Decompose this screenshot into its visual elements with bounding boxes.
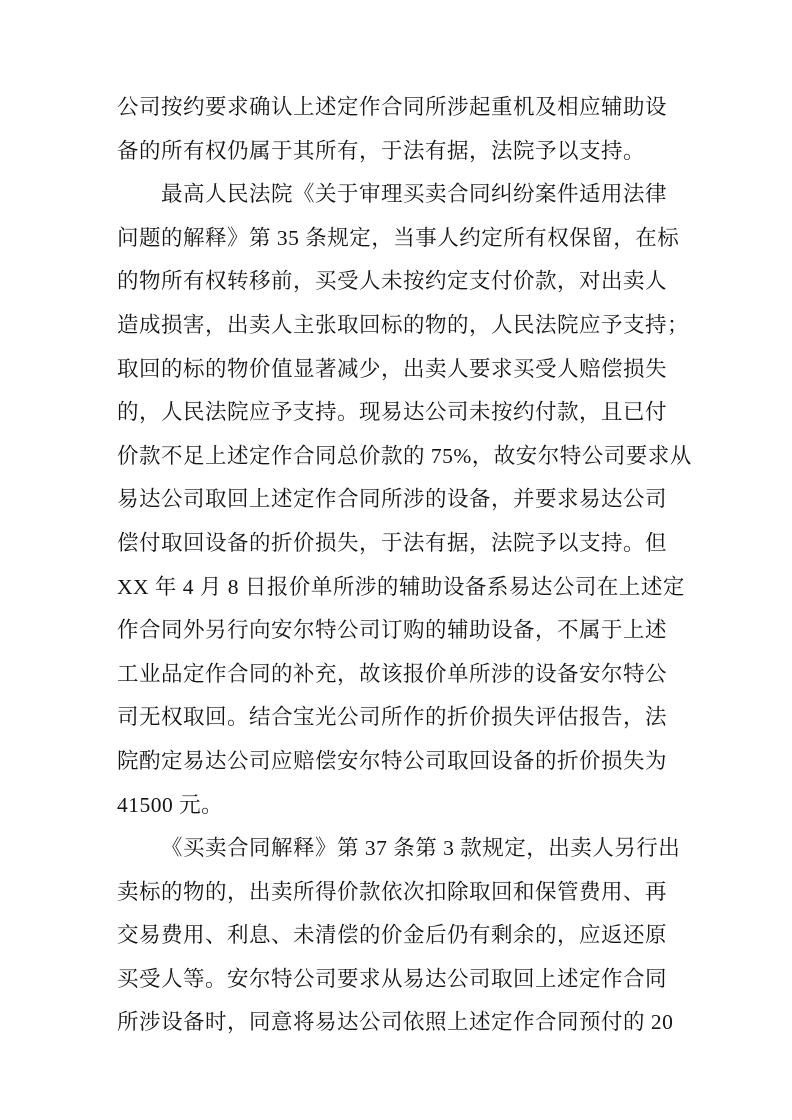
text-line: XX 年 4 月 8 日报价单所涉的辅助设备系易达公司在上述定: [117, 574, 685, 599]
text-line: 41500 元。: [117, 792, 224, 817]
text-line: 司无权取回。结合宝光公司所作的折价损失评估报告，法: [117, 705, 668, 730]
text-line: 院酌定易达公司应赔偿安尔特公司取回设备的折价损失为: [117, 748, 668, 773]
paragraph: [117, 827, 681, 1045]
text-line: 造成损害，出卖人主张取回标的物的，人民法院应予支持；: [117, 312, 690, 337]
text-line: 易达公司取回上述定作合同所涉的设备，并要求易达公司: [117, 487, 668, 512]
text-line: 的，人民法院应予支持。现易达公司未按约付款，且已付: [117, 400, 668, 425]
text-line: 工业品定作合同的补充，故该报价单所涉的设备安尔特公: [117, 661, 668, 686]
text-line: 《买卖合同解释》第 37 条第 3 款规定，出卖人另行出: [161, 836, 681, 861]
text-line: 卖标的物的，出卖所得价款依次扣除取回和保管费用、再: [117, 879, 668, 904]
text-line: 所涉设备时，同意将易达公司依照上述定作合同预付的 20: [117, 1010, 674, 1035]
paragraph: [117, 86, 677, 173]
text-line: 备的所有权仍属于其所有，于法有据，法院予以支持。: [117, 138, 646, 163]
text-line: 取回的标的物价值显著减少，出卖人要求买受人赔偿损失: [117, 356, 668, 381]
text-line: 作合同外另行向安尔特公司订购的辅助设备，不属于上述: [117, 618, 668, 643]
text-line: 偿付取回设备的折价损失，于法有据，法院予以支持。但: [117, 530, 668, 555]
paragraph: [117, 173, 692, 827]
text-body: [117, 86, 692, 1045]
text-line: 价款不足上述定作合同总价款的 75%，故安尔特公司要求从: [117, 443, 692, 468]
text-line: 问题的解释》第 35 条规定，当事人约定所有权保留，在标: [117, 225, 680, 250]
text-line: 买受人等。安尔特公司要求从易达公司取回上述定作合同: [117, 966, 668, 991]
text-line: 的物所有权转移前，买受人未按约定支付价款，对出卖人: [117, 269, 668, 294]
text-line: 公司按约要求确认上述定作合同所涉起重机及相应辅助设: [117, 95, 668, 119]
text-line: 交易费用、利息、未清偿的价金后仍有剩余的，应返还原: [117, 923, 668, 948]
text-line: 最高人民法院《关于审理买卖合同纠纷案件适用法律: [161, 182, 668, 207]
